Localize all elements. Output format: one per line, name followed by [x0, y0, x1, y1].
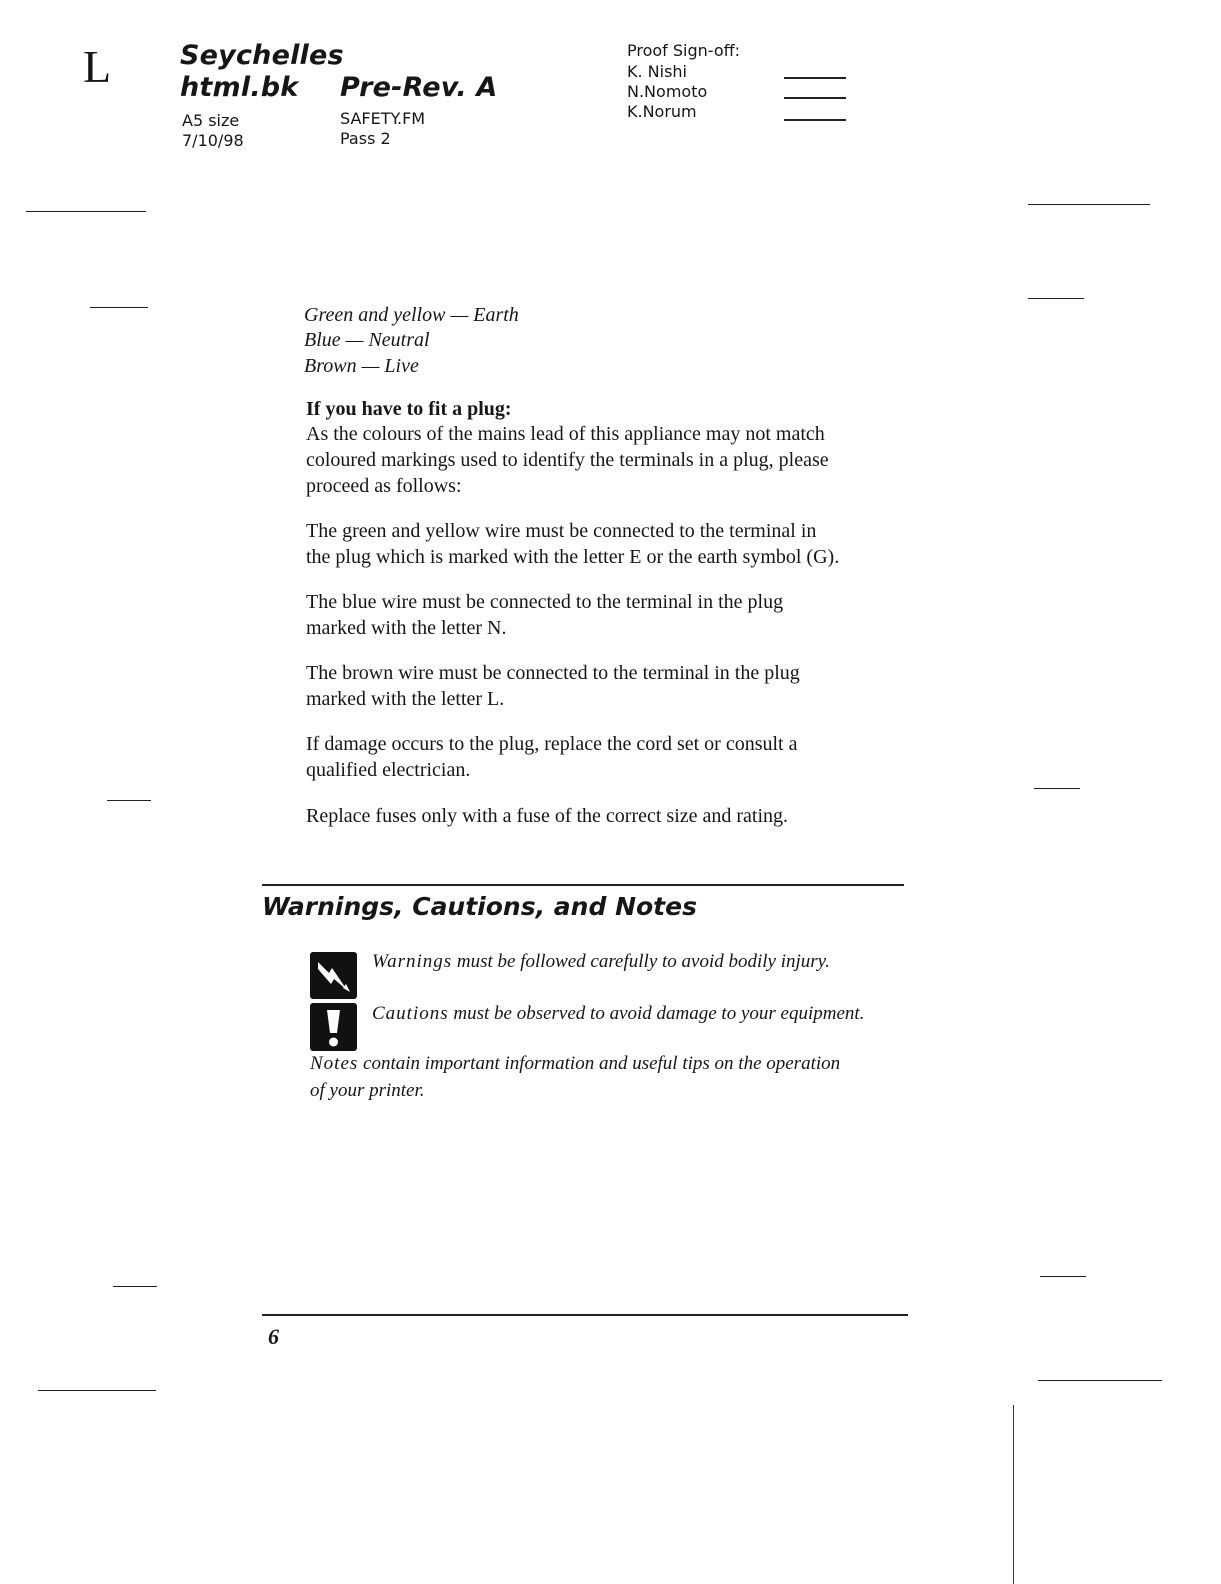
warning-term: Warnings	[372, 951, 453, 972]
crop-mark-vertical	[1013, 1405, 1014, 1584]
caution-term: Cautions	[372, 1003, 449, 1024]
text-line	[310, 1050, 840, 1077]
wire-function: Neutral	[368, 329, 430, 351]
crop-mark	[26, 211, 146, 212]
warning-description: must be followed carefully to avoid bodily injury.	[452, 951, 830, 972]
fuse-paragraph: Replace fuses only with a fuse of the correct size and rating.	[306, 805, 789, 827]
wire-colour-item: Blue — Neutral	[304, 329, 430, 351]
crop-mark	[107, 800, 151, 801]
crop-mark	[1028, 204, 1150, 205]
exclamation-icon	[310, 1003, 357, 1051]
signature-line	[784, 119, 846, 121]
crop-mark	[1028, 298, 1084, 299]
crop-mark	[1034, 788, 1080, 789]
plug-intro	[306, 421, 829, 499]
text-line: The blue wire must be connected to the terminal in the plug	[306, 591, 784, 613]
caution-notice	[372, 1000, 864, 1027]
green-wire-paragraph	[306, 518, 839, 570]
crop-mark	[38, 1390, 156, 1391]
note-term: Notes	[310, 1053, 359, 1074]
page-size: A5 size	[182, 111, 240, 130]
note-description: contain important information and useful tips on the operation	[358, 1053, 841, 1074]
signature-line	[784, 77, 846, 79]
crop-mark	[90, 307, 148, 308]
footer-rule	[262, 1314, 908, 1316]
text-line: of your printer.	[310, 1080, 425, 1101]
wire-colour: Brown	[304, 355, 357, 377]
proofer-name: K.Norum	[627, 102, 697, 121]
signature-line	[784, 97, 846, 99]
page-number: 6	[268, 1324, 279, 1349]
damage-paragraph	[306, 731, 797, 783]
book-name: html.bk	[180, 72, 299, 103]
crop-mark	[1040, 1276, 1086, 1277]
text-line: coloured markings used to identify the terminals in a plug, please	[306, 449, 829, 471]
caution-description: must be observed to avoid damage to your equipment.	[448, 1003, 865, 1024]
wire-colour: Blue	[304, 329, 341, 351]
doc-date: 7/10/98	[182, 131, 244, 150]
crop-mark	[113, 1286, 157, 1287]
text-line: the plug which is marked with the letter E or the earth symbol (G).	[306, 546, 840, 568]
text-line: The green and yellow wire must be connected to the terminal in	[306, 520, 817, 542]
wire-colour-item: Brown — Live	[304, 355, 419, 377]
corner-letter: L	[83, 41, 112, 92]
proofer-name: K. Nishi	[627, 62, 687, 81]
note-notice	[310, 1050, 840, 1104]
proof-signoff-title: Proof Sign-off:	[627, 41, 741, 60]
text-line: marked with the letter L.	[306, 688, 505, 710]
pass-label: Pass 2	[340, 129, 391, 148]
text-line: As the colours of the mains lead of this appliance may not match	[306, 423, 825, 445]
lightning-bolt-icon	[310, 952, 357, 999]
section-heading: Warnings, Cautions, and Notes	[262, 892, 697, 921]
product-name: Seychelles	[180, 40, 344, 71]
file-name: SAFETY.FM	[340, 109, 426, 128]
crop-mark	[1038, 1380, 1162, 1381]
blue-wire-paragraph	[306, 589, 783, 641]
proofer-name: N.Nomoto	[627, 82, 708, 101]
plug-heading: If you have to fit a plug:	[306, 398, 512, 420]
revision-label: Pre-Rev. A	[340, 72, 498, 103]
wire-function: Earth	[473, 304, 519, 326]
text-line: The brown wire must be connected to the terminal in the plug	[306, 662, 800, 684]
text-line: qualified electrician.	[306, 759, 471, 781]
text-line: marked with the letter N.	[306, 617, 507, 639]
wire-colour-item: Green and yellow — Earth	[304, 304, 519, 326]
text-line: If damage occurs to the plug, replace the cord set or consult a	[306, 733, 798, 755]
wire-colour: Green and yellow	[304, 304, 446, 326]
brown-wire-paragraph	[306, 660, 800, 712]
section-rule	[262, 884, 904, 886]
wire-function: Live	[384, 355, 419, 377]
text-line: proceed as follows:	[306, 475, 462, 497]
warning-notice	[372, 948, 830, 975]
